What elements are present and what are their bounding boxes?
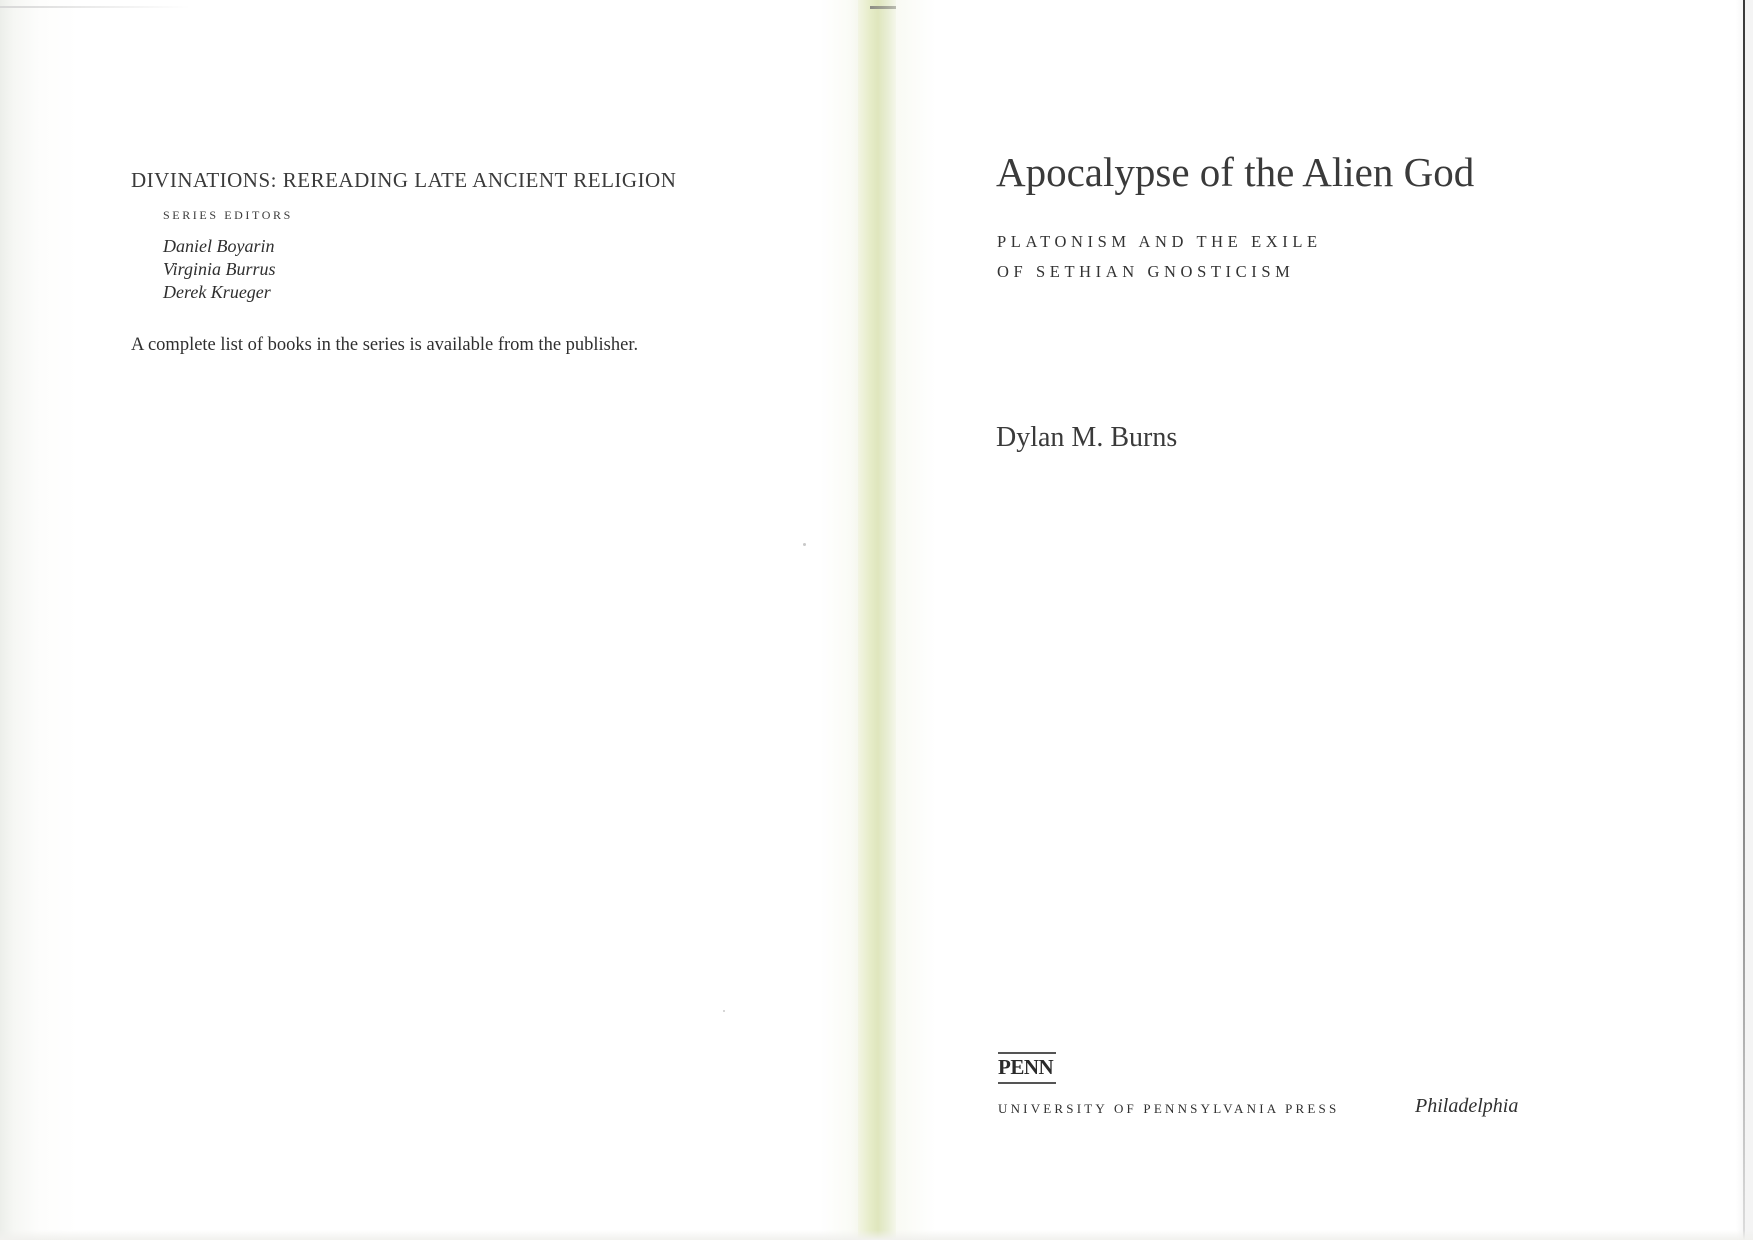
paper-speck	[723, 1010, 725, 1012]
press-logo: PENN	[998, 1055, 1054, 1079]
press-name: UNIVERSITY OF PENNSYLVANIA PRESS	[998, 1101, 1340, 1116]
book-subtitle	[997, 227, 1322, 287]
subtitle-line: PLATONISM AND THE EXILE	[997, 232, 1322, 251]
series-title: DIVINATIONS: REREADING LATE ANCIENT RELIGION	[131, 168, 677, 192]
left-page	[0, 0, 868, 1240]
subtitle-line: OF SETHIAN GNOSTICISM	[997, 262, 1295, 281]
editor-name: Daniel Boyarin	[163, 236, 275, 256]
page-edge-line	[1743, 0, 1745, 1240]
series-editors-label: SERIES EDITORS	[163, 208, 293, 222]
book-gutter	[858, 0, 898, 1240]
page-edge-shadow	[0, 6, 190, 8]
paper-speck	[803, 543, 806, 546]
series-editors-list	[163, 235, 276, 304]
logo-rule-bottom	[998, 1082, 1056, 1084]
editor-name: Virginia Burrus	[163, 259, 276, 279]
editor-name: Derek Krueger	[163, 282, 271, 302]
bottom-edge-shadow	[0, 1230, 1753, 1240]
book-title: Apocalypse of the Alien God	[996, 149, 1475, 195]
logo-rule-top	[998, 1052, 1056, 1054]
press-city: Philadelphia	[1415, 1095, 1519, 1117]
author-name: Dylan M. Burns	[996, 422, 1178, 453]
series-note: A complete list of books in the series is available from the publisher.	[131, 335, 639, 355]
